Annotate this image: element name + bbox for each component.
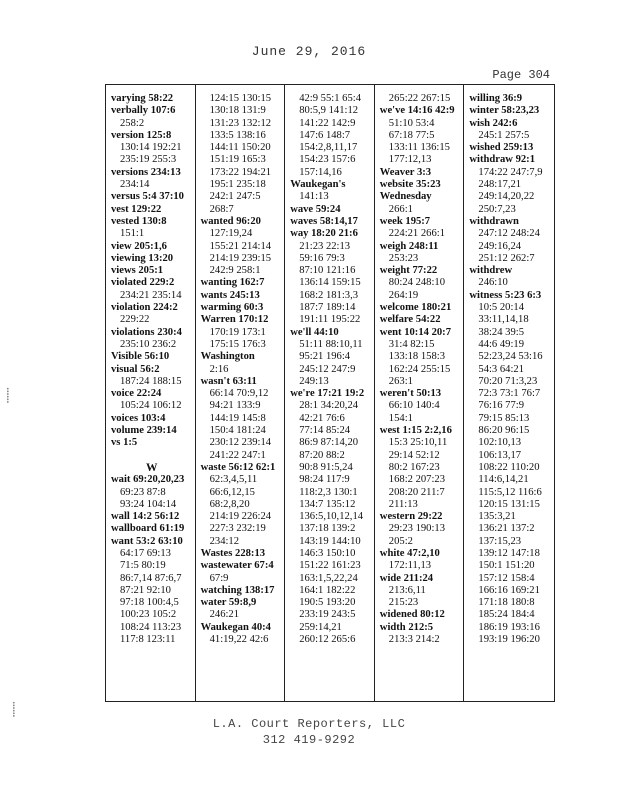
index-entry-references: 143:19 144:10: [299, 535, 361, 547]
index-entry-references: 187:24 188:15: [120, 375, 182, 387]
index-entry-term: withdrew: [469, 265, 513, 277]
index-entry-term: versions 234:13: [111, 166, 181, 178]
index-entry-references: 214:19 239:15: [209, 252, 272, 264]
court-reporter-name: L.A. Court Reporters, LLC: [212, 717, 406, 731]
index-entry-references: 175:15 176:3: [209, 338, 266, 350]
index-entry-term: Warren 170:12: [200, 314, 269, 326]
index-entry-references: 136:14 159:15: [299, 277, 361, 289]
index-entry-references: 136:5,10,12,14: [299, 511, 364, 523]
index-entry-term: version 125:8: [111, 129, 172, 141]
index-entry-term: wave 59:24: [290, 203, 341, 215]
index-entry-references: 233:19 243:5: [299, 609, 356, 621]
index-entry-term: witness 5:23 6:3: [469, 289, 542, 301]
index-entry-references: 172:11,13: [388, 560, 432, 572]
index-entry-references: 154:1: [388, 412, 413, 424]
index-entry-references: 72:3 73:1 76:7: [478, 388, 541, 400]
index-entry-references: 168:2 181:3,3: [299, 289, 359, 301]
index-entry-references: 100:23 105:2: [120, 609, 177, 621]
index-entry-term: wasn't 63:11: [200, 375, 257, 387]
index-entry-references: 134:7 135:12: [299, 498, 356, 510]
index-entry-references: 242:9 258:1: [209, 265, 261, 277]
index-entry-term: visual 56:2: [111, 363, 160, 375]
index-section-letter: W: [146, 461, 158, 474]
index-entry-references: 249:14,20,22: [478, 191, 535, 203]
index-entry-term: weigh 248:11: [379, 240, 439, 252]
index-entry-references: 191:11 195:22: [299, 314, 361, 326]
index-entry-term: violations 230:4: [111, 326, 182, 338]
index-entry-term: we'll 44:10: [290, 326, 339, 338]
index-entry-references: 171:18 180:8: [478, 597, 535, 609]
index-entry-term: Visible 56:10: [111, 351, 170, 363]
index-entry-references: 162:24 255:15: [388, 363, 451, 375]
index-entry-term: voice 22:24: [111, 388, 162, 400]
index-entry-references: 97:18 100:4,5: [120, 597, 179, 609]
footer: [0, 716, 618, 748]
index-entry-term: widened 80:12: [379, 609, 445, 621]
index-entry-references: 190:5 193:20: [299, 597, 356, 609]
index-entry-references: 28:1 34:20,24: [299, 400, 359, 412]
index-entry-references: 80:5,9 141:12: [299, 105, 359, 117]
index-entry-term: weight 77:22: [379, 265, 438, 277]
index-entry-references: 133:18 158:3: [388, 351, 446, 363]
index-entry-term: wastewater 67:4: [200, 560, 274, 572]
index-entry-term: welfare 54:22: [379, 314, 441, 326]
index-entry-term: views 205:1: [111, 265, 164, 277]
index-entry-references: 31:4 82:15: [388, 338, 435, 350]
index-entry-term: wall 14:2 56:12: [111, 511, 180, 523]
index-entry-references: 151:1: [120, 228, 145, 240]
index-entry-term: wanting 162:7: [200, 277, 265, 289]
index-entry-term: volume 239:14: [111, 425, 177, 437]
index-entry-term: Wastes 228:13: [200, 547, 266, 559]
index-entry-references: 117:8 123:11: [120, 634, 176, 646]
index-entry-references: 266:1: [388, 203, 413, 215]
index-entry-term: Washington: [200, 351, 255, 363]
index-entry-references: 235:19 255:3: [120, 154, 177, 166]
index-entry-term: varying 58:22: [111, 93, 174, 104]
index-entry-term: Weaver 3:3: [379, 166, 432, 178]
word-index-table: [105, 84, 555, 702]
index-entry-references: 67:18 77:5: [388, 129, 435, 141]
index-entry-term: vest 129:22: [111, 203, 162, 215]
index-entry-references: 120:15 131:15: [478, 498, 540, 510]
index-entry-term: wide 211:24: [379, 572, 434, 584]
index-entry-references: 66:14 70:9,12: [209, 388, 269, 400]
index-entry-references: 170:19 173:1: [209, 326, 266, 338]
index-entry-references: 29:14 52:12: [388, 449, 440, 461]
index-entry-references: 69:23 87:8: [120, 486, 166, 498]
index-entry-references: 66:10 140:4: [388, 400, 440, 412]
index-entry-references: 150:4 181:24: [209, 425, 266, 437]
index-entry-references: 144:11 150:20: [209, 142, 271, 154]
index-entry-references: 86:20 96:15: [478, 425, 530, 437]
index-entry-references: 214:19 226:24: [209, 511, 272, 523]
index-entry-references: 95:21 196:4: [299, 351, 351, 363]
index-entry-references: 246:10: [478, 277, 508, 289]
index-entry-references: 157:12 158:4: [478, 572, 535, 584]
index-entry-references: 224:21 266:1: [388, 228, 446, 240]
index-column-2: [196, 85, 286, 701]
index-entry-references: 157:14,16: [299, 166, 342, 178]
index-entry-references: 193:19 196:20: [478, 634, 540, 646]
index-entry-references: 241:22 247:1: [209, 449, 266, 461]
index-entry-references: 15:3 25:10,11: [388, 437, 448, 449]
index-entry-term: wait 69:20,20,23: [111, 474, 185, 486]
index-entry-references: 64:17 69:13: [120, 547, 171, 559]
index-entry-references: 68:2,8,20: [209, 498, 250, 510]
index-entry-references: 235:10 236:2: [120, 338, 177, 350]
index-entry-term: withdrawn: [469, 215, 519, 227]
index-entry-references: 242:1 247:5: [209, 191, 261, 203]
index-entry-term: western 29:22: [379, 511, 443, 523]
index-entry-references: 87:10 121:16: [299, 265, 356, 277]
index-entry-references: 137:15,23: [478, 535, 522, 547]
index-entry-references: 71:5 80:19: [120, 560, 166, 572]
index-entry-references: 139:12 147:18: [478, 547, 540, 559]
index-entry-references: 131:23 132:12: [209, 117, 272, 129]
index-entry-references: 141:13: [299, 191, 329, 203]
index-entry-term: water 59:8,9: [200, 597, 257, 609]
index-entry-references: 118:2,3 130:1: [299, 486, 358, 498]
index-entry-term: week 195:7: [379, 215, 431, 227]
index-entry-term: view 205:1,6: [111, 240, 167, 252]
index-entry-references: 265:22 267:15: [388, 93, 451, 104]
index-entry-references: 115:5,12 116:6: [478, 486, 542, 498]
index-entry-references: 186:19 193:16: [478, 621, 540, 633]
index-entry-term: viewing 13:20: [111, 252, 174, 264]
index-entry-references: 76:16 77:9: [478, 400, 525, 412]
index-column-1: [106, 85, 196, 701]
index-entry-references: 151:22 161:23: [299, 560, 361, 572]
index-entry-references: 259:14,21: [299, 621, 342, 633]
index-entry-references: 136:21 137:2: [478, 523, 535, 535]
index-entry-references: 105:24 106:12: [120, 400, 182, 412]
index-entry-references: 98:24 117:9: [299, 474, 350, 486]
index-entry-term: voices 103:4: [111, 412, 166, 424]
index-entry-term: willing 36:9: [469, 93, 523, 104]
index-entry-references: 263:1: [388, 375, 413, 387]
index-entry-references: 227:3 232:19: [209, 523, 266, 535]
index-entry-references: 93:24 104:14: [120, 498, 177, 510]
scan-mark: ⸽: [6, 389, 10, 404]
index-entry-references: 33:11,14,18: [478, 314, 529, 326]
index-entry-references: 155:21 214:14: [209, 240, 272, 252]
index-entry-references: 211:13: [388, 498, 418, 510]
index-entry-term: vested 130:8: [111, 215, 167, 227]
index-entry-references: 62:3,4,5,11: [209, 474, 258, 486]
index-entry-references: 80:24 248:10: [388, 277, 446, 289]
index-entry-term: withdraw 92:1: [469, 154, 536, 166]
index-entry-references: 174:22 247:7,9: [478, 166, 543, 178]
index-entry-term: violated 229:2: [111, 277, 175, 289]
index-entry-term: wish 242:6: [469, 117, 518, 129]
index-entry-term: welcome 180:21: [379, 302, 452, 314]
index-entry-term: wished 259:13: [469, 142, 534, 154]
index-entry-term: white 47:2,10: [379, 547, 440, 559]
index-entry-references: 87:21 92:10: [120, 584, 171, 596]
index-entry-references: 144:19 145:8: [209, 412, 266, 424]
index-entry-term: versus 5:4 37:10: [111, 191, 184, 203]
index-entry-references: 94:21 133:9: [209, 400, 261, 412]
index-entry-references: 86:7,14 87:6,7: [120, 572, 182, 584]
index-entry-references: 133:11 136:15: [388, 142, 450, 154]
index-entry-references: 248:17,21: [478, 179, 522, 191]
index-entry-references: 130:18 131:9: [209, 105, 266, 117]
index-entry-references: 124:15 130:15: [209, 93, 272, 104]
index-entry-term: we've 14:16 42:9: [379, 105, 455, 117]
index-entry-term: wanted 96:20: [200, 215, 261, 227]
index-entry-references: 163:1,5,22,24: [299, 572, 358, 584]
index-entry-references: 213:6,11: [388, 584, 426, 596]
index-entry-term: watching 138:17: [200, 584, 275, 596]
index-entry-references: 29:23 190:13: [388, 523, 446, 535]
index-entry-references: 234:12: [209, 535, 240, 547]
index-entry-references: 177:12,13: [388, 154, 432, 166]
index-column-5: [464, 85, 554, 701]
index-entry-references: 213:3 214:2: [388, 634, 440, 646]
index-entry-references: 59:16 79:3: [299, 252, 345, 264]
index-entry-references: 133:5 138:16: [209, 129, 266, 141]
index-entry-references: 66:6,12,15: [209, 486, 255, 498]
index-entry-term: verbally 107:6: [111, 105, 176, 117]
index-entry-references: 164:1 182:22: [299, 584, 356, 596]
index-entry-references: 42:21 76:6: [299, 412, 345, 424]
index-entry-references: 166:16 169:21: [478, 584, 540, 596]
index-entry-references: 229:22: [120, 314, 150, 326]
index-entry-references: 208:20 211:7: [388, 486, 445, 498]
index-entry-references: 87:20 88:2: [299, 449, 345, 461]
index-entry-references: 67:9: [209, 572, 229, 584]
index-entry-term: winter 58:23,23: [469, 105, 540, 117]
index-entry-term: went 10:14 20:7: [379, 326, 451, 338]
index-entry-references: 41:19,22 42:6: [209, 634, 269, 646]
index-entry-references: 80:2 167:23: [388, 461, 440, 473]
index-entry-references: 245:1 257:5: [478, 129, 530, 141]
index-entry-references: 70:20 71:3,23: [478, 375, 538, 387]
index-entry-references: 141:22 142:9: [299, 117, 356, 129]
index-entry-term: width 212:5: [379, 621, 434, 633]
index-entry-references: 258:2: [120, 117, 145, 129]
index-entry-references: 130:14 192:21: [120, 142, 182, 154]
index-entry-references: 52:23,24 53:16: [478, 351, 543, 363]
index-entry-references: 251:12 262:7: [478, 252, 535, 264]
index-entry-references: 205:2: [388, 535, 413, 547]
index-entry-term: website 35:23: [379, 179, 441, 191]
index-entry-references: 249:16,24: [478, 240, 522, 252]
index-entry-references: 44:6 49:19: [478, 338, 525, 350]
index-entry-references: 10:5 20:14: [478, 302, 525, 314]
index-entry-term: warming 60:3: [200, 302, 264, 314]
index-entry-references: 147:6 148:7: [299, 129, 351, 141]
index-entry-term: violation 224:2: [111, 302, 178, 314]
index-entry-term: wants 245:13: [200, 289, 260, 301]
index-entry-term: want 53:2 63:10: [111, 535, 183, 547]
index-entry-references: 154:23 157:6: [299, 154, 356, 166]
index-entry-references: 42:9 55:1 65:4: [299, 93, 361, 104]
index-entry-references: 268:7: [209, 203, 234, 215]
index-spacer: [111, 450, 193, 462]
index-entry-term: we're 17:21 19:2: [290, 388, 365, 400]
index-entry-references: 150:1 151:20: [478, 560, 535, 572]
index-entry-references: 253:23: [388, 252, 419, 264]
index-entry-references: 245:12 247:9: [299, 363, 356, 375]
index-entry-references: 154:2,8,11,17: [299, 142, 358, 154]
index-entry-references: 168:2 207:23: [388, 474, 446, 486]
index-entry-references: 146:3 150:10: [299, 547, 356, 559]
index-entry-term: waves 58:14,17: [290, 215, 358, 227]
index-entry-references: 247:12 248:24: [478, 228, 540, 240]
index-entry-references: 51:10 53:4: [388, 117, 435, 129]
index-entry-references: 127:19,24: [209, 228, 253, 240]
index-entry-term: vs 1:5: [111, 437, 138, 449]
court-reporter-phone: 312 419-9292: [262, 733, 356, 747]
index-column-3: [285, 85, 375, 701]
index-entry-references: 106:13,17: [478, 449, 522, 461]
index-entry-term: Waukegan 40:4: [200, 621, 271, 633]
index-entry-term: Wednesday: [379, 191, 432, 203]
index-entry-references: 215:23: [388, 597, 419, 609]
index-entry-references: 249:13: [299, 375, 329, 387]
index-entry-references: 38:24 39:5: [478, 326, 525, 338]
scan-mark: ⸽: [12, 703, 16, 718]
index-entry-references: 114:6,14,21: [478, 474, 529, 486]
index-entry-references: 86:9 87:14,20: [299, 437, 359, 449]
index-entry-references: 21:23 22:13: [299, 240, 351, 252]
index-entry-term: Waukegan's: [290, 179, 346, 191]
index-entry-term: waste 56:12 62:1: [200, 461, 276, 473]
index-entry-references: 102:10,13: [478, 437, 522, 449]
index-entry-references: 230:12 239:14: [209, 437, 272, 449]
index-entry-references: 54:3 64:21: [478, 363, 525, 375]
index-entry-references: 185:24 184:4: [478, 609, 535, 621]
index-entry-references: 108:22 110:20: [478, 461, 540, 473]
index-entry-references: 135:3,21: [478, 511, 516, 523]
index-entry-references: 260:12 265:6: [299, 634, 356, 646]
index-entry-references: 2:16: [209, 363, 229, 375]
index-entry-references: 195:1 235:18: [209, 179, 266, 191]
transcript-date: June 29, 2016: [251, 44, 367, 59]
index-entry-references: 137:18 139:2: [299, 523, 356, 535]
index-entry-term: wallboard 61:19: [111, 523, 185, 535]
index-entry-references: 51:11 88:10,11: [299, 338, 363, 350]
page-number: Page 304: [492, 68, 550, 82]
index-entry-references: 108:24 113:23: [120, 621, 182, 633]
index-entry-term: way 18:20 21:6: [290, 228, 358, 240]
index-column-4: [375, 85, 465, 701]
index-entry-references: 234:21 235:14: [120, 289, 182, 301]
index-entry-references: 173:22 194:21: [209, 166, 272, 178]
index-entry-references: 187:7 189:14: [299, 302, 356, 314]
index-entry-references: 250:7,23: [478, 203, 516, 215]
index-entry-references: 264:19: [388, 289, 419, 301]
index-entry-references: 246:21: [209, 609, 240, 621]
index-entry-references: 151:19 165:3: [209, 154, 266, 166]
index-entry-references: 234:14: [120, 179, 150, 191]
index-entry-term: west 1:15 2:2,16: [379, 425, 452, 437]
index-entry-term: weren't 50:13: [379, 388, 442, 400]
index-entry-references: 77:14 85:24: [299, 425, 351, 437]
index-entry-references: 79:15 85:13: [478, 412, 530, 424]
index-entry-references: 90:8 91:5,24: [299, 461, 353, 473]
